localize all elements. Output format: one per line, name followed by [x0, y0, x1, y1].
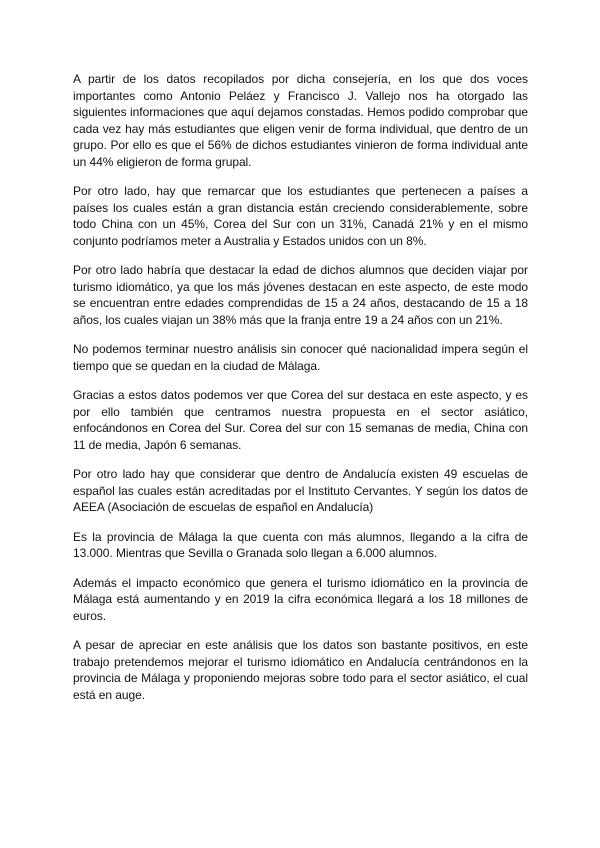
paragraph-andalusia-schools: Por otro lado hay que considerar que dentro de Andalucía existen 49 escuelas de español las cuales están acreditadas por el Instituto Cervantes. Y según los datos de AEEA (Asociación de escuelas de español en Andalucía) — [73, 467, 528, 514]
paragraph-korea-focus: Gracias a estos datos podemos ver que Corea del sur destaca en este aspecto, y es por ello también que centramos nuestra propuesta en el sector asiático, enfocándonos en Corea del Sur. Corea del sur con 15 semanas de media, China con 11 de media, Japón 6 semanas. — [73, 388, 528, 452]
document-page — [73, 71, 528, 703]
paragraph-conclusion: A pesar de apreciar en este análisis que los datos son bastante positivos, en este trabajo pretendemos mejorar el turismo idiomático en Andalucía centrándonos en la provincia de Málaga y proponiendo mejoras sobre todo para el sector asiático, el cual está en auge. — [73, 638, 528, 702]
paragraph-nationality-intro: No podemos terminar nuestro análisis sin conocer qué nacionalidad impera según el tiempo que se quedan en la ciudad de Málaga. — [73, 342, 528, 373]
paragraph-individual-vs-group: A partir de los datos recopilados por dicha consejería, en los que dos voces importantes como Antonio Peláez y Francisco J. Vallejo nos ha otorgado las siguientes informaciones que aquí dejamos constadas. Hemos podido comprobar que cada vez hay más estudiantes que eligen venir de forma individual, que dentro de un grupo. Por ello es que el 56% de dichos estudiantes vinieron de forma individual ante un 44% eligieron de forma grupal. — [73, 72, 528, 169]
paragraph-distant-countries: Por otro lado, hay que remarcar que los estudiantes que pertenecen a países a países los cuales están a gran distancia están creciendo considerablemente, sobre todo China con un 45%, Corea del Sur con un 31%, Canadá 21% y en el mismo conjunto podríamos meter a Australia y Estados unidos con un 8%. — [73, 184, 528, 248]
paragraph-malaga-students: Es la provincia de Málaga la que cuenta con más alumnos, llegando a la cifra de 13.000. Mientras que Sevilla o Granada solo llegan a 6.000 alumnos. — [73, 529, 528, 560]
paragraph-economic-impact: Además el impacto económico que genera el turismo idiomático en la provincia de Málaga está aumentando y en 2019 la cifra económica llegará a los 18 millones de euros. — [73, 575, 528, 623]
paragraph-age-groups: Por otro lado habría que destacar la edad de dichos alumnos que deciden viajar por turismo idiomático, ya que los más jóvenes destacan en este aspecto, de este modo se encuentran entre edades comprendidas de 15 a 24 años, destacando de 15 a 18 años, los cuales viajan un 38% más que la franja entre 19 a 24 años con un 21%. — [73, 263, 528, 327]
